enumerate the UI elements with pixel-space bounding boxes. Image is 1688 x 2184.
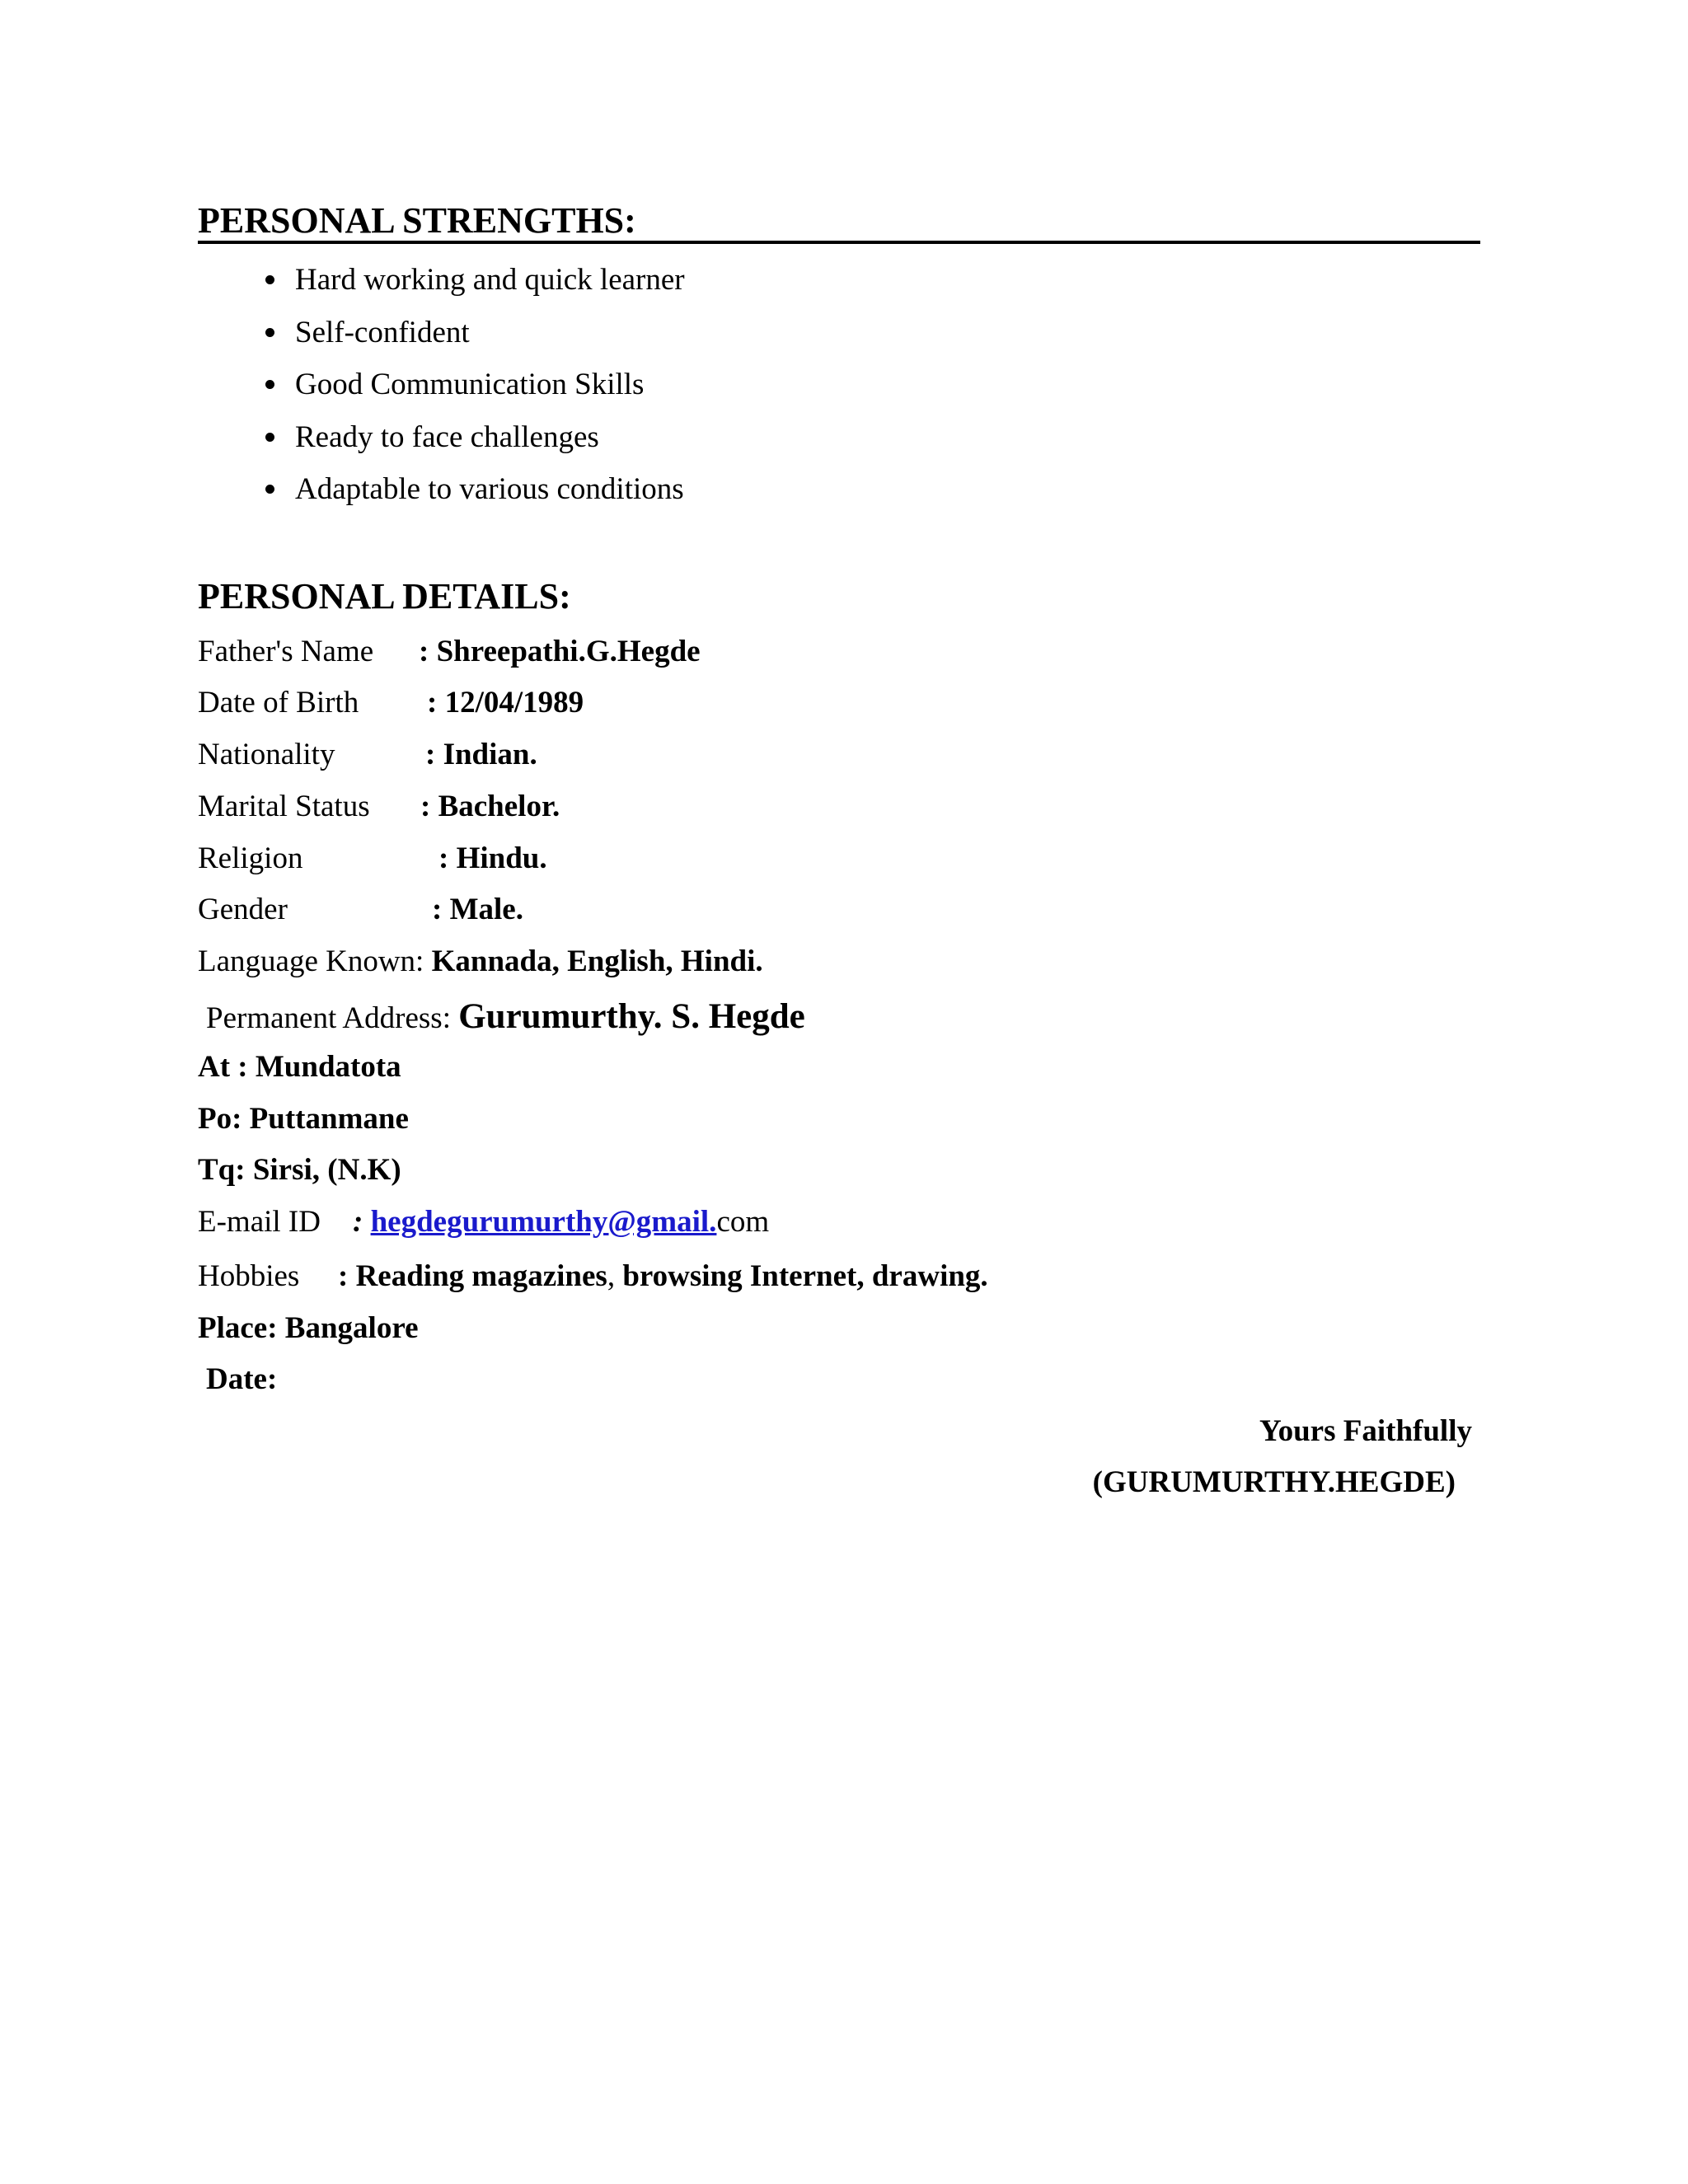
detail-gender bbox=[198, 893, 523, 926]
bullet-icon bbox=[265, 433, 274, 442]
email-link[interactable]: hegdegurumurthy@gmail. bbox=[370, 1205, 717, 1239]
detail-label: Date of Birth bbox=[198, 686, 359, 719]
address-name: Gurumurthy. S. Hegde bbox=[458, 997, 805, 1036]
details-heading: PERSONAL DETAILS: bbox=[198, 576, 571, 616]
bullet-icon bbox=[265, 485, 274, 494]
detail-label: Hobbies bbox=[198, 1259, 300, 1293]
strength-text: Adaptable to various conditions bbox=[295, 472, 684, 506]
email-suffix: com bbox=[716, 1205, 770, 1239]
heading-underline bbox=[198, 241, 1480, 244]
bullet-icon bbox=[265, 275, 274, 284]
strength-item bbox=[295, 317, 470, 348]
date-text: Date: bbox=[206, 1362, 278, 1396]
strength-item bbox=[295, 474, 684, 504]
detail-value: : Male. bbox=[432, 893, 523, 926]
hobbies-separator: , bbox=[607, 1259, 623, 1293]
detail-permanent-address bbox=[206, 999, 805, 1034]
detail-value: : 12/04/1989 bbox=[427, 686, 584, 719]
signoff-name: (GURUMURTHY.HEGDE) bbox=[1092, 1465, 1456, 1499]
strength-item bbox=[295, 265, 685, 295]
address-tq bbox=[198, 1155, 401, 1185]
strength-item bbox=[295, 369, 644, 400]
detail-religion bbox=[198, 841, 547, 875]
detail-label: E-mail ID bbox=[198, 1205, 321, 1239]
detail-hobbies bbox=[198, 1259, 988, 1293]
hobbies-value-b: browsing Internet, drawing. bbox=[622, 1259, 988, 1293]
detail-label: Religion bbox=[198, 841, 303, 875]
address-tq-text: Tq: Sirsi, (N.K) bbox=[198, 1153, 401, 1187]
bullet-icon bbox=[265, 380, 274, 389]
detail-label: Permanent Address: bbox=[206, 1001, 459, 1035]
detail-value: Kannada, English, Hindi. bbox=[431, 944, 763, 978]
address-po-text: Po: Puttanmane bbox=[198, 1102, 409, 1136]
address-at bbox=[198, 1052, 401, 1082]
signoff-closing: Yours Faithfully bbox=[1259, 1414, 1472, 1448]
detail-label: Nationality bbox=[198, 738, 335, 771]
strength-text: Ready to face challenges bbox=[295, 420, 599, 454]
detail-value: : Hindu. bbox=[438, 841, 547, 875]
detail-nationality bbox=[198, 738, 537, 771]
strengths-heading: PERSONAL STRENGTHS: bbox=[198, 200, 636, 241]
strength-text: Self-confident bbox=[295, 316, 470, 349]
detail-value: : Indian. bbox=[425, 738, 537, 771]
address-po bbox=[198, 1104, 409, 1134]
place-text: Place: Bangalore bbox=[198, 1311, 419, 1345]
email-colon: : bbox=[353, 1205, 363, 1239]
detail-email bbox=[198, 1205, 770, 1239]
strength-text: Good Communication Skills bbox=[295, 368, 645, 401]
detail-label: Marital Status bbox=[198, 790, 370, 823]
detail-label: Language Known: bbox=[198, 944, 432, 978]
detail-value: : Shreepathi.G.Hegde bbox=[419, 635, 701, 668]
bullet-icon bbox=[265, 328, 274, 337]
detail-date bbox=[206, 1364, 277, 1394]
detail-fathers-name bbox=[198, 635, 701, 668]
hobbies-value-group bbox=[338, 1261, 988, 1291]
detail-marital-status bbox=[198, 790, 560, 823]
address-at-text: At : Mundatota bbox=[198, 1050, 401, 1084]
strength-item bbox=[295, 422, 599, 452]
detail-place bbox=[198, 1313, 419, 1343]
detail-value: : Bachelor. bbox=[420, 790, 560, 823]
detail-label: Gender bbox=[198, 893, 288, 926]
detail-languages bbox=[198, 946, 763, 977]
strength-text: Hard working and quick learner bbox=[295, 263, 685, 297]
hobbies-value-a: : Reading magazines bbox=[338, 1259, 607, 1293]
email-value-group bbox=[353, 1207, 769, 1237]
detail-dob bbox=[198, 686, 584, 719]
detail-label: Father's Name bbox=[198, 635, 374, 668]
